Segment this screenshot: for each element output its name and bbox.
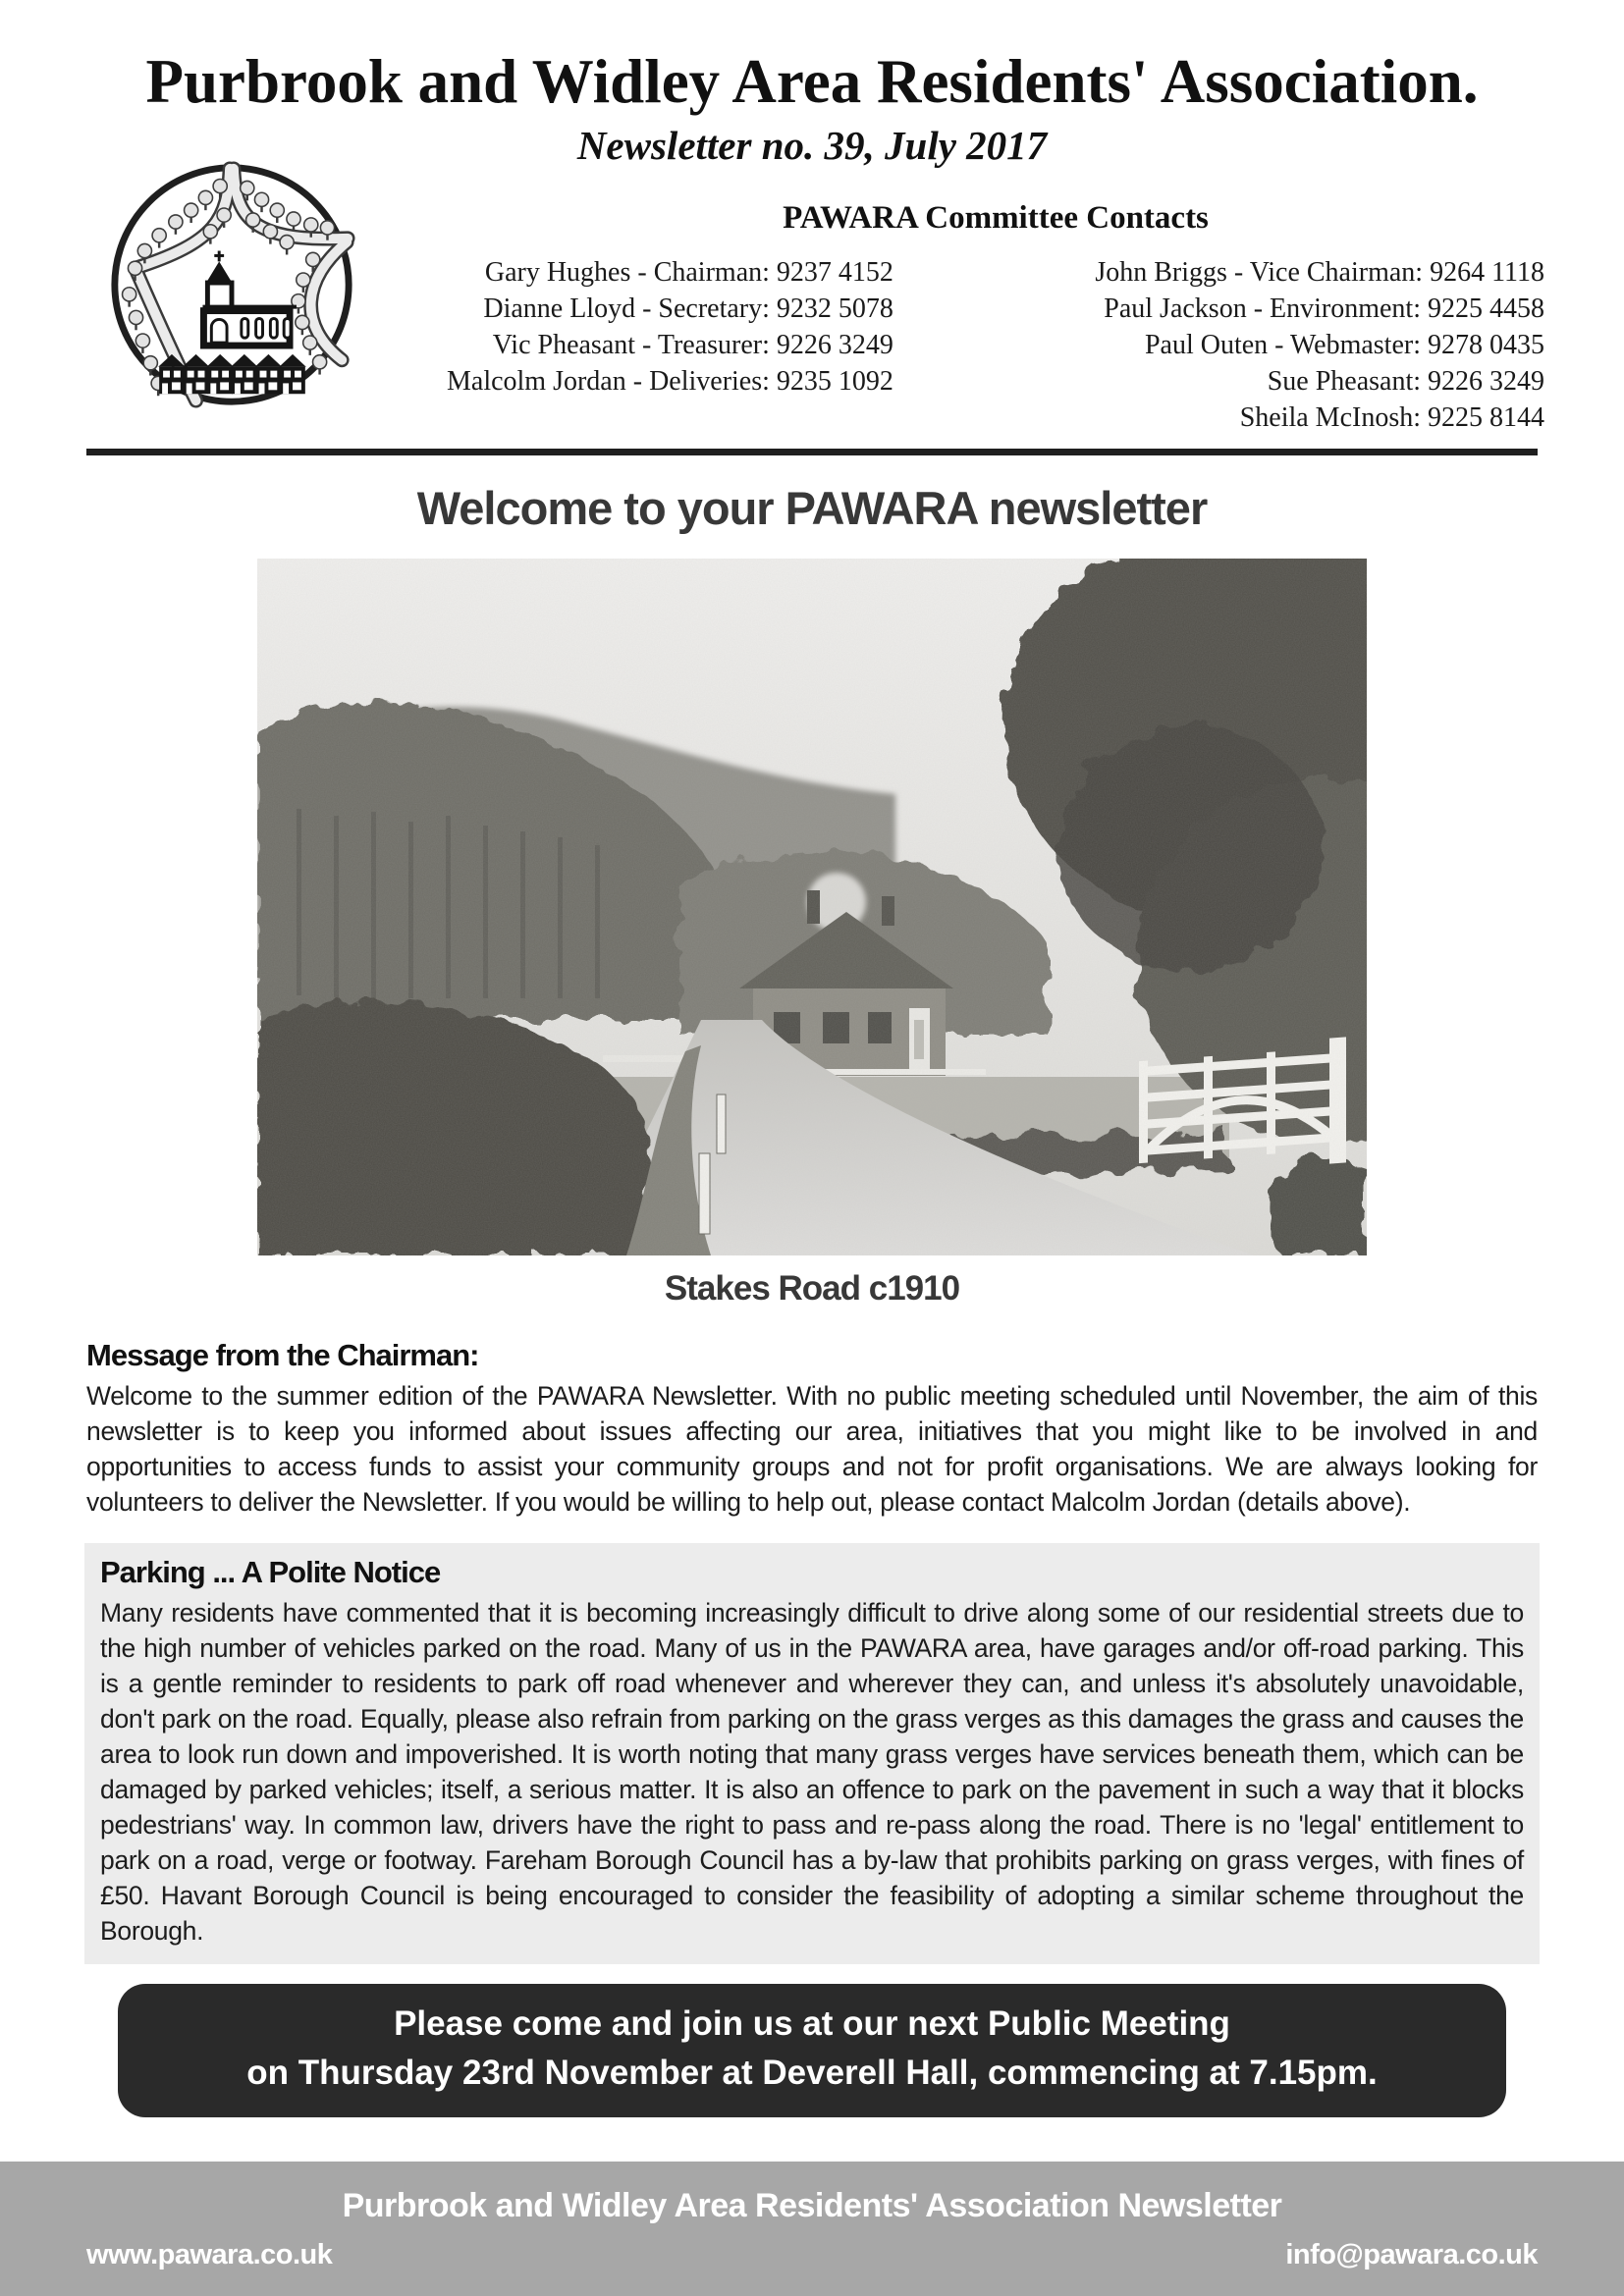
page-subtitle: Newsletter no. 39, July 2017 (576, 123, 1048, 169)
contact-line: Vic Pheasant - Treasurer: 9226 3249 (492, 330, 893, 361)
footer-email: info@pawara.co.uk (1285, 2239, 1538, 2270)
public-meeting-notice (118, 1984, 1506, 2117)
contact-line: John Briggs - Vice Chairman: 9264 1118 (1095, 257, 1544, 289)
meeting-notice-line2: on Thursday 23rd November at Deverell Hall, commencing at 7.15pm. (246, 2054, 1378, 2093)
contact-line: Paul Outen - Webmaster: 9278 0435 (1144, 330, 1544, 361)
parking-heading: Parking ... A Polite Notice (100, 1555, 441, 1590)
footer-website: www.pawara.co.uk (86, 2239, 333, 2270)
contacts-columns (447, 254, 1544, 436)
committee-contacts (447, 200, 1544, 436)
contact-line: Gary Hughes - Chairman: 9237 4152 (484, 257, 893, 289)
page-title: Purbrook and Widley Area Residents' Association. (145, 47, 1479, 116)
contacts-heading: PAWARA Committee Contacts (783, 200, 1209, 237)
footer-links-row (0, 2239, 1624, 2271)
parking-body: Many residents have commented that it is becoming increasingly difficult to drive along some of our residential streets due to the high number of vehicles parked on the road. Many of us in the PAWARA area, have garages and/or off-road parking. This is a gentle reminder to residents to park off road whenever and wherever they can, and unless it's absolutely unavoidable, don't park on the road. Equally, please also refrain from parking on the grass verges as this damages the grass and causes the area to look run down and impoverished. It is worth noting that many grass verges have services beneath them, which can be damaged by parked vehicles; itself, a serious matter. It is also an offence to park on the pavement in such a way that it blocks pedestrians' way. In common law, drivers have the right to pass and re-pass along the road. There is no 'legal' entitlement to park on a road, verge or footway. Fareham Borough Council has a by-law that prohibits parking on grass verges, with fines of £50. Havant Borough Council is being encouraged to consider the feasibility of adopting a similar scheme throughout the Borough. (100, 1598, 1524, 1947)
chairman-heading: Message from the Chairman: (86, 1338, 479, 1373)
chairman-body: Welcome to the summer edition of the PAWARA Newsletter. With no public meeting scheduled until November, the aim of this newsletter is to keep you informed about issues affecting our area, initiatives that you might like to be involved in and opportunities to access funds to assist your community groups and not for profit organisations. We are always looking for volunteers to deliver the Newsletter. If you would be willing to help out, please contact Malcolm Jordan (details above). (86, 1381, 1538, 1518)
contact-line: Paul Jackson - Environment: 9225 4458 (1104, 294, 1544, 325)
parking-section (84, 1543, 1540, 1964)
photo-caption: Stakes Road c1910 (664, 1269, 960, 1308)
meeting-notice-line1: Please come and join us at our next Public Meeting (394, 2004, 1230, 2044)
masthead-divider (86, 449, 1538, 455)
contact-line: Dianne Lloyd - Secretary: 9232 5078 (483, 294, 893, 325)
masthead (0, 0, 1624, 455)
historic-photo-illustration (257, 559, 1367, 1255)
contact-line: Malcolm Jordan - Deliveries: 9235 1092 (447, 366, 893, 398)
contacts-right-column (1095, 254, 1544, 436)
contacts-left-column (447, 254, 893, 436)
footer (0, 2162, 1624, 2296)
footer-title: Purbrook and Widley Area Residents' Association Newsletter (342, 2187, 1282, 2224)
village-emblem-icon (106, 159, 357, 410)
welcome-heading: Welcome to your PAWARA newsletter (416, 482, 1208, 535)
stakes-road-photo (257, 559, 1367, 1255)
pawara-village-emblem-logo (106, 159, 357, 410)
chairman-section (86, 1338, 1538, 1520)
contact-line: Sue Pheasant: 9226 3249 (1267, 366, 1544, 398)
contact-line: Sheila McInosh: 9225 8144 (1239, 402, 1544, 434)
